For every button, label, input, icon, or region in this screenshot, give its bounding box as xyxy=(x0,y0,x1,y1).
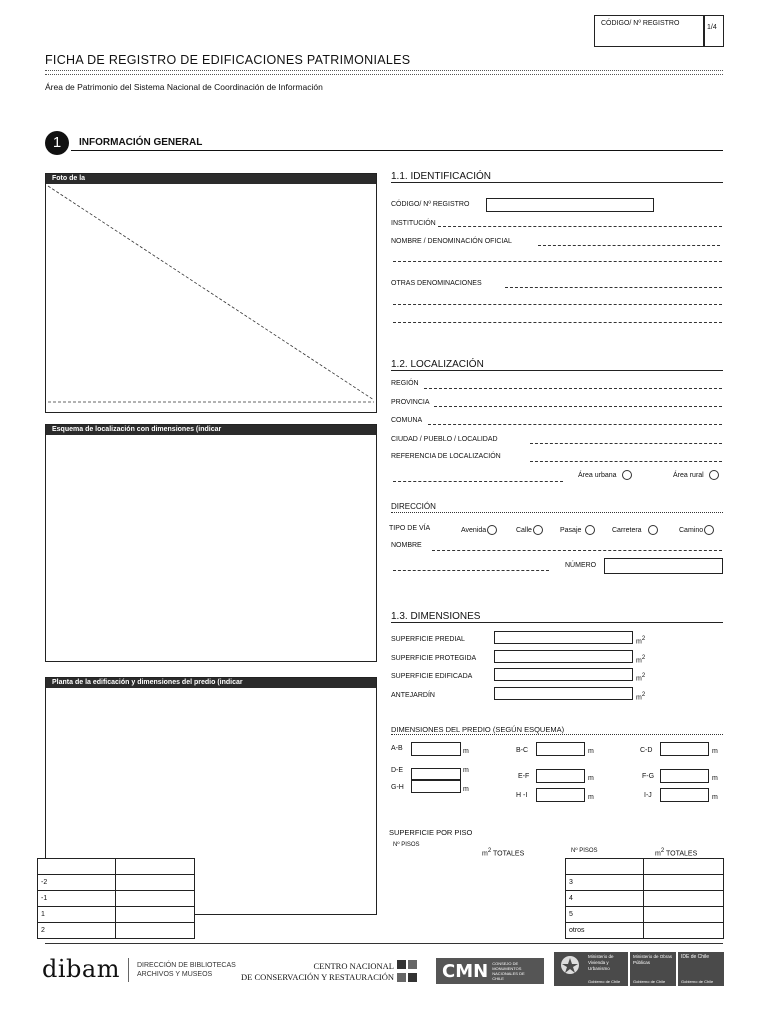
dimensions-title: 1.3. DIMENSIONES xyxy=(391,611,723,623)
floor-cell: otros xyxy=(566,923,644,939)
segment-label-hi: H -I xyxy=(516,792,528,799)
commune-label: COMUNA xyxy=(391,417,423,424)
official-name-field-2[interactable] xyxy=(393,261,722,262)
cncr-logo-icon xyxy=(397,960,417,984)
dibam-subtitle-1: DIRECCIÓN DE BIBLIOTECAS xyxy=(137,962,236,969)
surface-lot-label: SUPERFICIE PREDIAL xyxy=(391,636,465,643)
chile-seal-icon xyxy=(556,953,584,977)
address-number-label: NÚMERO xyxy=(565,562,597,569)
floor-cell: 1 xyxy=(38,907,116,923)
page-title: FICHA DE REGISTRO DE EDIFICACIONES PATRIMONIALES xyxy=(45,53,411,67)
gob-text: Gobierno de Chile xyxy=(633,979,666,984)
photo-placeholder-graphic xyxy=(46,184,376,412)
floors-col-label-right: Nº PISOS xyxy=(571,848,598,854)
cncr-text-2: DE CONSERVACIÓN Y RESTAURACIÓN xyxy=(241,972,394,982)
page-subtitle: Área de Patrimonio del Sistema Nacional de Coordinación de Información xyxy=(45,82,323,92)
floor-cell: 4 xyxy=(566,891,644,907)
segment-label-cd: C-D xyxy=(640,747,653,754)
segment-input-hi[interactable] xyxy=(536,788,585,802)
commune-field[interactable] xyxy=(428,424,722,425)
photo-panel-title: Foto de la xyxy=(46,174,376,184)
segment-unit: m xyxy=(463,786,469,793)
floor-value-cell[interactable] xyxy=(644,907,724,923)
floor-cell: -2 xyxy=(38,875,116,891)
address-name-field[interactable] xyxy=(432,550,722,551)
floor-value-cell[interactable] xyxy=(116,891,195,907)
surface-lot-input[interactable] xyxy=(494,631,633,644)
surface-protected-input[interactable] xyxy=(494,650,633,663)
segment-input-ij[interactable] xyxy=(660,788,709,802)
province-label: PROVINCIA xyxy=(391,399,430,406)
segment-input-cd[interactable] xyxy=(660,742,709,756)
location-title: 1.2. LOCALIZACIÓN xyxy=(391,359,723,371)
floor-value-cell[interactable] xyxy=(116,907,195,923)
page-number: 1/4 xyxy=(707,24,717,31)
institution-field[interactable] xyxy=(438,226,722,227)
segment-label-ef: E-F xyxy=(518,773,530,780)
camino-radio[interactable] xyxy=(704,525,714,535)
segment-unit: m xyxy=(588,794,594,801)
province-field[interactable] xyxy=(434,406,722,407)
segment-unit: m xyxy=(463,748,469,755)
floor-cell: 2 xyxy=(38,923,116,939)
carretera-radio[interactable] xyxy=(648,525,658,535)
road-option-label: Carretera xyxy=(612,526,642,534)
mop-text: Ministerio de Obras Públicas xyxy=(633,954,673,965)
other-names-label: OTRAS DENOMINACIONES xyxy=(391,280,482,287)
rural-label: Área rural xyxy=(673,471,704,479)
floor-value-cell[interactable] xyxy=(644,875,724,891)
road-option-label: Pasaje xyxy=(560,526,582,534)
lot-dimensions-title: DIMENSIONES DEL PREDIO (SEGÚN ESQUEMA) xyxy=(391,725,565,734)
dibam-logo: dibam xyxy=(42,955,120,983)
section-title: INFORMACIÓN GENERAL xyxy=(79,137,203,148)
surface-protected-label: SUPERFICIE PROTEGIDA xyxy=(391,655,477,662)
minvu-text: Ministerio de Vivienda y Urbanismo xyxy=(588,954,614,971)
floor-value-cell[interactable] xyxy=(116,923,195,939)
gov-logo-mop xyxy=(630,952,676,986)
segment-input-ef[interactable] xyxy=(536,769,585,783)
section-divider xyxy=(71,150,723,151)
table-row xyxy=(566,891,724,907)
segment-unit: m xyxy=(463,767,469,774)
road-option-avenida[interactable] xyxy=(461,525,497,535)
surface-built-label: SUPERFICIE EDIFICADA xyxy=(391,673,473,680)
floor-plan-title: Planta de la edificación y dimensiones del predio (indicar xyxy=(46,678,376,688)
official-name-label: NOMBRE / DENOMINACIÓN OFICIAL xyxy=(391,238,512,245)
address-title-line xyxy=(391,512,723,513)
urban-option[interactable] xyxy=(578,470,632,480)
front-yard-unit: m2 xyxy=(636,692,646,702)
rural-radio[interactable] xyxy=(709,470,719,480)
floor-surface-title: SUPERFICIE POR PISO xyxy=(389,828,473,837)
region-label: REGIÓN xyxy=(391,380,419,387)
road-option-camino[interactable] xyxy=(679,525,714,535)
rural-option[interactable] xyxy=(673,470,719,480)
footer-divider xyxy=(45,943,723,944)
road-type-label: TIPO DE VÍA xyxy=(389,525,431,532)
segment-label-bc: B-C xyxy=(516,747,529,754)
cncr-text-1: CENTRO NACIONAL xyxy=(313,961,394,971)
urban-radio[interactable] xyxy=(622,470,632,480)
road-option-label: Camino xyxy=(679,526,704,534)
cmn-logo-text: CMN xyxy=(442,960,489,982)
address-name-label: NOMBRE xyxy=(391,542,422,549)
table-row xyxy=(38,923,195,939)
other-names-field[interactable] xyxy=(505,287,722,288)
surface-built-unit: m2 xyxy=(636,673,646,683)
segment-label-ab: A-B xyxy=(391,745,403,752)
road-option-pasaje[interactable] xyxy=(560,525,595,535)
surface-protected-unit: m2 xyxy=(636,655,646,665)
segment-input-ab[interactable] xyxy=(411,742,461,756)
section-number-badge xyxy=(45,131,69,155)
surface-built-input[interactable] xyxy=(494,668,633,681)
table-row xyxy=(38,859,195,875)
gob-text: Gobierno de Chile xyxy=(588,979,621,984)
gov-logo-ide xyxy=(678,952,724,986)
id-code-label: CÓDIGO/ Nº REGISTRO xyxy=(391,201,470,208)
segment-input-bc[interactable] xyxy=(536,742,585,756)
other-names-field-2[interactable] xyxy=(393,304,722,305)
title-divider xyxy=(45,70,723,75)
address-title: DIRECCIÓN xyxy=(391,502,436,511)
ide-text: IDE de Chile xyxy=(681,954,710,960)
code-box xyxy=(594,15,704,47)
floor-value-cell[interactable] xyxy=(644,923,724,939)
reference-field[interactable] xyxy=(530,461,722,462)
segment-label-de: D-E xyxy=(391,767,404,774)
cmn-logo-subtitle: CONSEJO DE MONUMENTOS NACIONALES DE CHILE xyxy=(492,961,525,981)
segment-unit: m xyxy=(712,748,718,755)
totals-col-label-left: m2 TOTALES xyxy=(482,848,525,858)
address-number-input[interactable] xyxy=(604,558,723,574)
table-row xyxy=(38,875,195,891)
other-names-field-3[interactable] xyxy=(393,322,722,323)
gov-logo-minvu xyxy=(554,952,628,986)
lot-dimensions-line xyxy=(391,734,723,735)
id-code-input[interactable] xyxy=(486,198,654,212)
city-label: CIUDAD / PUEBLO / LOCALIDAD xyxy=(391,436,498,443)
segment-unit: m xyxy=(588,748,594,755)
road-option-label: Avenida xyxy=(461,526,487,534)
segment-unit: m xyxy=(712,775,718,782)
floor-value-cell[interactable] xyxy=(644,891,724,907)
floors-col-label: Nº PISOS xyxy=(393,842,420,848)
table-row xyxy=(38,907,195,923)
segment-label-fg: F-G xyxy=(642,773,655,780)
table-row xyxy=(566,907,724,923)
dibam-subtitle-2: ARCHIVOS Y MUSEOS xyxy=(137,971,213,978)
page-number-box xyxy=(704,15,724,47)
calle-radio[interactable] xyxy=(533,525,543,535)
dibam-separator xyxy=(128,958,129,982)
totals-col-label-right: m2 TOTALES xyxy=(655,848,698,858)
segment-label-ij: I-J xyxy=(644,792,652,799)
table-row xyxy=(566,859,724,875)
official-name-field[interactable] xyxy=(538,245,720,246)
front-yard-input[interactable] xyxy=(494,687,633,700)
photo-panel[interactable] xyxy=(45,173,377,413)
floor-value-cell[interactable] xyxy=(116,875,195,891)
segment-input-gh[interactable] xyxy=(411,780,461,793)
avenida-radio[interactable] xyxy=(487,525,497,535)
institution-label: INSTITUCIÓN xyxy=(391,220,436,227)
reference-field-2[interactable] xyxy=(393,481,563,482)
floor-table-left xyxy=(37,858,195,939)
road-option-calle[interactable] xyxy=(516,525,543,535)
road-option-carretera[interactable] xyxy=(612,525,658,535)
segment-unit: m xyxy=(712,794,718,801)
segment-input-de[interactable] xyxy=(411,768,461,780)
region-field[interactable] xyxy=(424,388,722,389)
floor-table-right xyxy=(565,858,724,939)
code-label: CÓDIGO/ Nº REGISTRO xyxy=(601,20,680,27)
cmn-logo xyxy=(436,958,544,984)
urban-label: Área urbana xyxy=(578,471,617,479)
identification-title: 1.1. IDENTIFICACIÓN xyxy=(391,171,723,183)
floor-cell: 3 xyxy=(566,875,644,891)
address-name-field-2[interactable] xyxy=(393,570,549,571)
pasaje-radio[interactable] xyxy=(585,525,595,535)
table-row xyxy=(566,923,724,939)
front-yard-label: ANTEJARDÍN xyxy=(391,692,435,699)
table-row xyxy=(566,875,724,891)
segment-unit: m xyxy=(588,775,594,782)
surface-lot-unit: m2 xyxy=(636,636,646,646)
table-row xyxy=(38,891,195,907)
gob-text: Gobierno de Chile xyxy=(681,979,714,984)
section-number: 1 xyxy=(52,134,62,151)
location-sketch-title: Esquema de localización con dimensiones (indicar xyxy=(46,425,376,435)
road-option-label: Calle xyxy=(516,526,532,534)
city-field[interactable] xyxy=(530,443,722,444)
floor-cell: 5 xyxy=(566,907,644,923)
floor-cell: -1 xyxy=(38,891,116,907)
reference-label: REFERENCIA DE LOCALIZACIÓN xyxy=(391,453,501,460)
segment-label-gh: G-H xyxy=(391,784,404,791)
location-sketch-panel[interactable] xyxy=(45,424,377,662)
segment-input-fg[interactable] xyxy=(660,769,709,783)
